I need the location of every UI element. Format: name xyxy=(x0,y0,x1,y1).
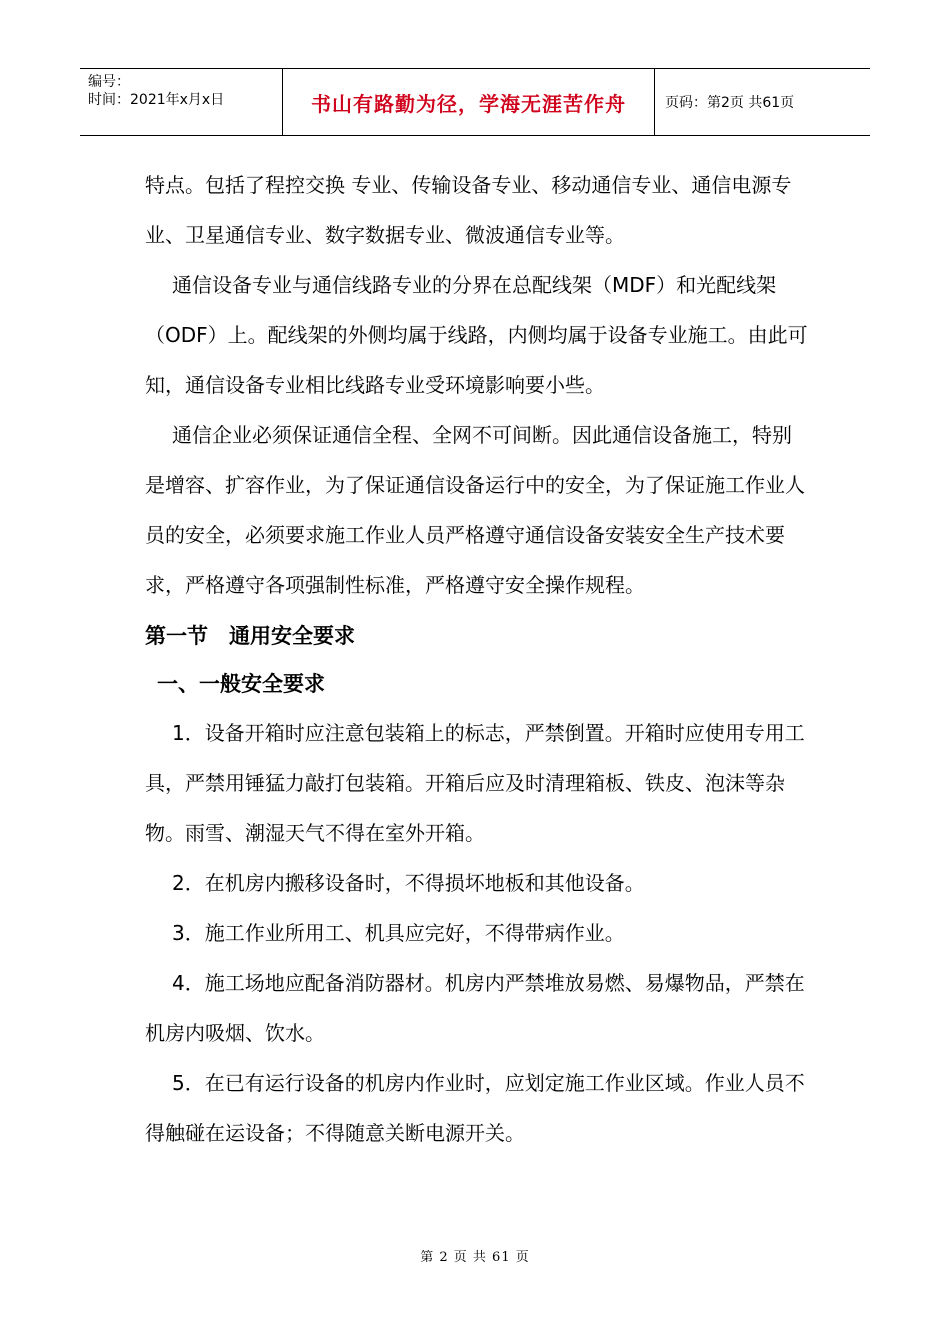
page-header xyxy=(80,68,870,136)
document-number-label: 编号： xyxy=(88,74,130,90)
list-item: 3．施工作业所用工、机具应完好，不得带病作业。 xyxy=(172,921,625,945)
section-title: 第一节 通用安全要求 xyxy=(145,624,355,648)
list-item: 2．在机房内搬移设备时，不得损坏地板和其他设备。 xyxy=(172,871,645,895)
document-body xyxy=(145,160,810,1158)
page-footer: 第 2 页 共 61 页 xyxy=(420,1250,530,1265)
paragraph: 特点。包括了程控交换 专业、传输设备专业、移动通信专业、通信电源专业、卫星通信专业、数字数据专业、微波通信专业等。 xyxy=(145,173,792,247)
header-meta xyxy=(80,69,282,135)
header-page-info: 页码：第2页 共61页 xyxy=(665,95,795,111)
subsection-title: 一、一般安全要求 xyxy=(157,672,325,696)
list-item: 1．设备开箱时应注意包装箱上的标志，严禁倒置。开箱时应使用专用工具，严禁用锤猛力敲打包装箱。开箱后应及时清理箱板、铁皮、泡沫等杂物。雨雪、潮湿天气不得在室外开箱。 xyxy=(145,721,805,845)
header-motto: 书山有路勤为径，学海无涯苦作舟 xyxy=(282,69,655,135)
list-item: 5．在已有运行设备的机房内作业时，应划定施工作业区域。作业人员不得触碰在运设备；不得随意关断电源开关。 xyxy=(145,1071,805,1145)
document-time-label: 时间：2021年x月x日 xyxy=(88,92,225,108)
paragraph: 通信设备专业与通信线路专业的分界在总配线架（MDF）和光配线架（ODF）上。配线架的外侧均属于线路，内侧均属于设备专业施工。由此可知，通信设备专业相比线路专业受环境影响要小些。 xyxy=(145,273,808,397)
list-item: 4．施工场地应配备消防器材。机房内严禁堆放易燃、易爆物品，严禁在机房内吸烟、饮水。 xyxy=(145,971,805,1045)
paragraph: 通信企业必须保证通信全程、全网不可间断。因此通信设备施工，特别是增容、扩容作业，为了保证通信设备运行中的安全，为了保证施工作业人员的安全，必须要求施工作业人员严格遵守通信设备安装安全生产技术要求，严格遵守各项强制性标准，严格遵守安全操作规程。 xyxy=(145,423,805,597)
